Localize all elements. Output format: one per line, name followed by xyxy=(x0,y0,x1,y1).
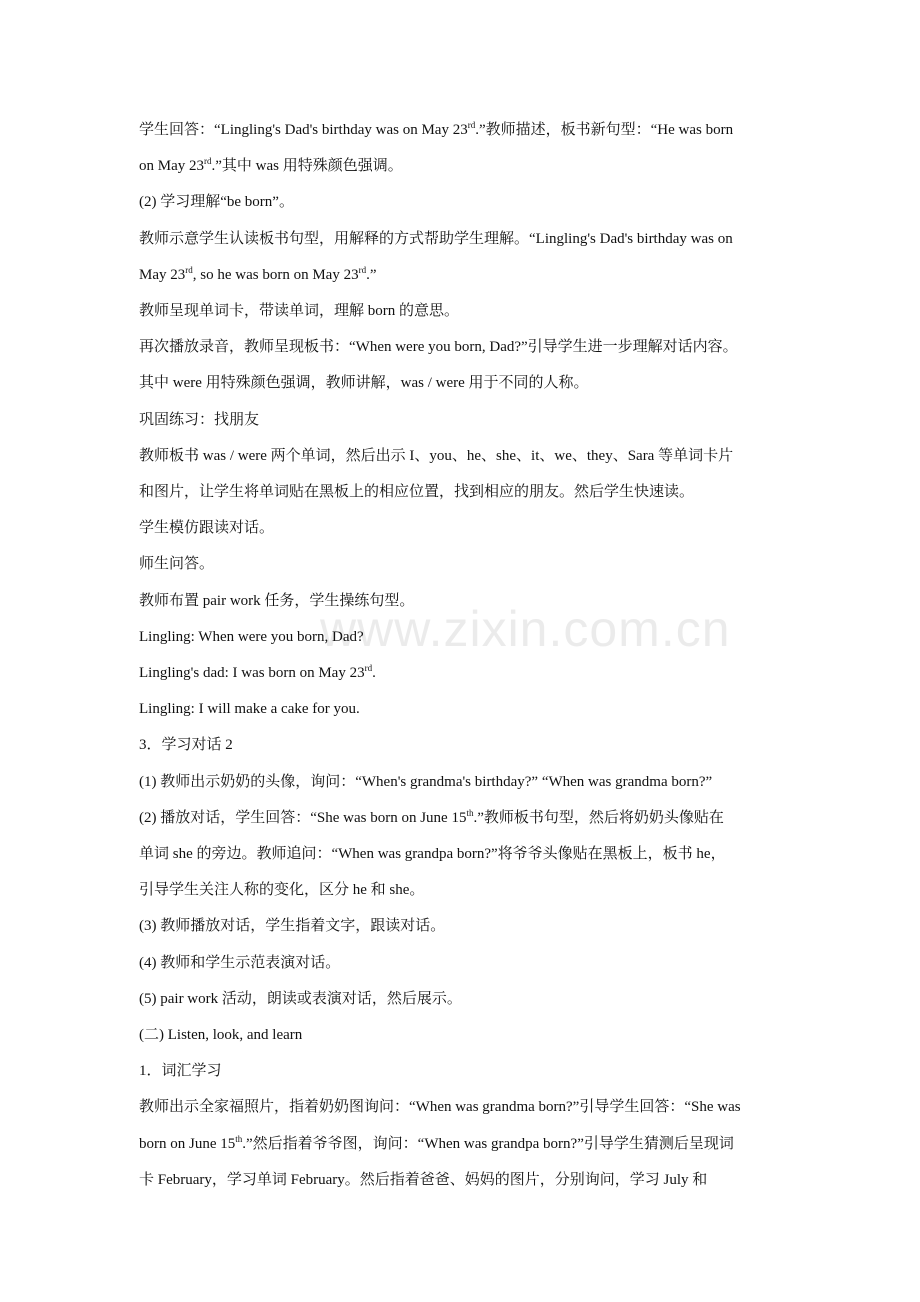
superscript: rd xyxy=(358,264,367,275)
text-run: (二) Listen, look, and learn xyxy=(139,1027,303,1044)
text-line xyxy=(139,583,789,619)
text-run: 教师示意学生认读板书句型，用解释的方式帮助学生理解。“Lingling's Dad's birthday was on xyxy=(139,230,733,247)
text-run: 教师布置 pair work 任务，学生操练句型。 xyxy=(139,592,415,609)
text-run: Lingling: I will make a cake for you. xyxy=(139,701,360,718)
text-run: 教师出示全家福照片，指着奶奶图询问：“When was grandma born?”引导学生回答：“She was xyxy=(139,1099,741,1116)
text-run: 3．学习对话 2 xyxy=(139,737,233,754)
text-run: 1．词汇学习 xyxy=(139,1063,222,1080)
text-run: .”其中 was 用特殊颜色强调。 xyxy=(211,158,403,175)
text-run: 师生问答。 xyxy=(139,556,215,573)
text-run: (4) 教师和学生示范表演对话。 xyxy=(139,954,341,971)
text-run: .”教师板书句型，然后将奶奶头像贴在 xyxy=(473,809,724,826)
document-body xyxy=(139,112,789,1198)
superscript: rd xyxy=(364,663,373,674)
superscript: th xyxy=(466,807,474,818)
text-line xyxy=(139,365,789,401)
text-run: Lingling's dad: I was born on May 23 xyxy=(139,665,365,682)
superscript: th xyxy=(235,1133,243,1144)
text-line xyxy=(139,1089,789,1125)
text-run: 其中 were 用特殊颜色强调，教师讲解，was / were 用于不同的人称。 xyxy=(139,375,589,392)
text-line xyxy=(139,184,789,220)
text-line xyxy=(139,727,789,763)
text-run: 学生回答：“Lingling's Dad's birthday was on May 23 xyxy=(139,122,468,138)
text-line xyxy=(139,510,789,546)
superscript: rd xyxy=(467,120,476,130)
text-run: 卡 February，学习单词 February。然后指着爸爸、妈妈的图片，分别询问，学习 July 和 xyxy=(139,1171,708,1188)
text-line xyxy=(139,655,789,691)
text-line xyxy=(139,402,789,438)
text-run: , so he was born on May 23 xyxy=(192,266,359,283)
text-line xyxy=(139,764,789,800)
text-run: 学生模仿跟读对话。 xyxy=(139,520,275,537)
text-line xyxy=(139,981,789,1017)
text-line xyxy=(139,945,789,981)
text-line xyxy=(139,257,789,293)
text-run: (2) 播放对话，学生回答：“She was born on June 15 xyxy=(139,809,467,826)
text-run: .”然后指着爷爷图，询问：“When was grandpa born?”引导学生猜测后呈现词 xyxy=(242,1135,734,1152)
watermark: www.zixin.com.cn xyxy=(320,601,731,657)
text-line xyxy=(139,872,789,908)
text-run: Lingling: When were you born, Dad? xyxy=(139,628,364,645)
text-line xyxy=(139,546,789,582)
text-line xyxy=(139,293,789,329)
text-run: 教师板书 was / were 两个单词，然后出示 I、you、he、she、it、we、they、Sara 等单词卡片 xyxy=(139,447,734,464)
text-run: on May 23 xyxy=(139,158,204,175)
text-run: (5) pair work 活动，朗读或表演对话，然后展示。 xyxy=(139,990,462,1007)
text-run: (1) 教师出示奶奶的头像，询问：“When's grandma's birthday?” “When was grandma born?” xyxy=(139,773,713,790)
superscript: rd xyxy=(185,264,193,275)
text-line xyxy=(139,619,789,655)
text-line xyxy=(139,148,789,184)
text-line xyxy=(139,691,789,727)
text-run: May 23 xyxy=(139,266,186,283)
text-line xyxy=(139,1053,789,1089)
text-line xyxy=(139,474,789,510)
text-run: 巩固练习：找朋友 xyxy=(139,411,260,428)
text-line xyxy=(139,221,789,257)
text-run: (2) 学习理解“be born”。 xyxy=(139,194,294,211)
text-line xyxy=(139,438,789,474)
text-line xyxy=(139,329,789,365)
text-run: 和图片，让学生将单词贴在黑板上的相应位置，找到相应的朋友。然后学生快速读。 xyxy=(139,484,695,501)
text-line xyxy=(139,1126,789,1162)
text-run: 单词 she 的旁边。教师追问：“When was grandpa born?”将爷爷头像贴在黑板上，板书 he， xyxy=(139,846,726,863)
text-line xyxy=(139,1017,789,1053)
text-line xyxy=(139,1162,789,1198)
text-run: 引导学生关注人称的变化，区分 he 和 she。 xyxy=(139,882,425,899)
superscript: rd xyxy=(204,156,212,167)
text-line xyxy=(139,800,789,836)
text-run: born on June 15 xyxy=(139,1135,236,1152)
text-run: .”教师描述，板书新句型：“He was born xyxy=(475,122,734,138)
text-run: . xyxy=(372,665,376,682)
text-run: 再次播放录音，教师呈现板书：“When were you born, Dad?”引导学生进一步理解对话内容。 xyxy=(139,339,738,356)
text-line xyxy=(139,908,789,944)
text-run: 教师呈现单词卡，带读单词，理解 born 的意思。 xyxy=(139,303,459,320)
text-line xyxy=(139,112,789,148)
text-run: (3) 教师播放对话，学生指着文字，跟读对话。 xyxy=(139,918,446,935)
text-run: .” xyxy=(366,266,377,283)
text-line xyxy=(139,836,789,872)
